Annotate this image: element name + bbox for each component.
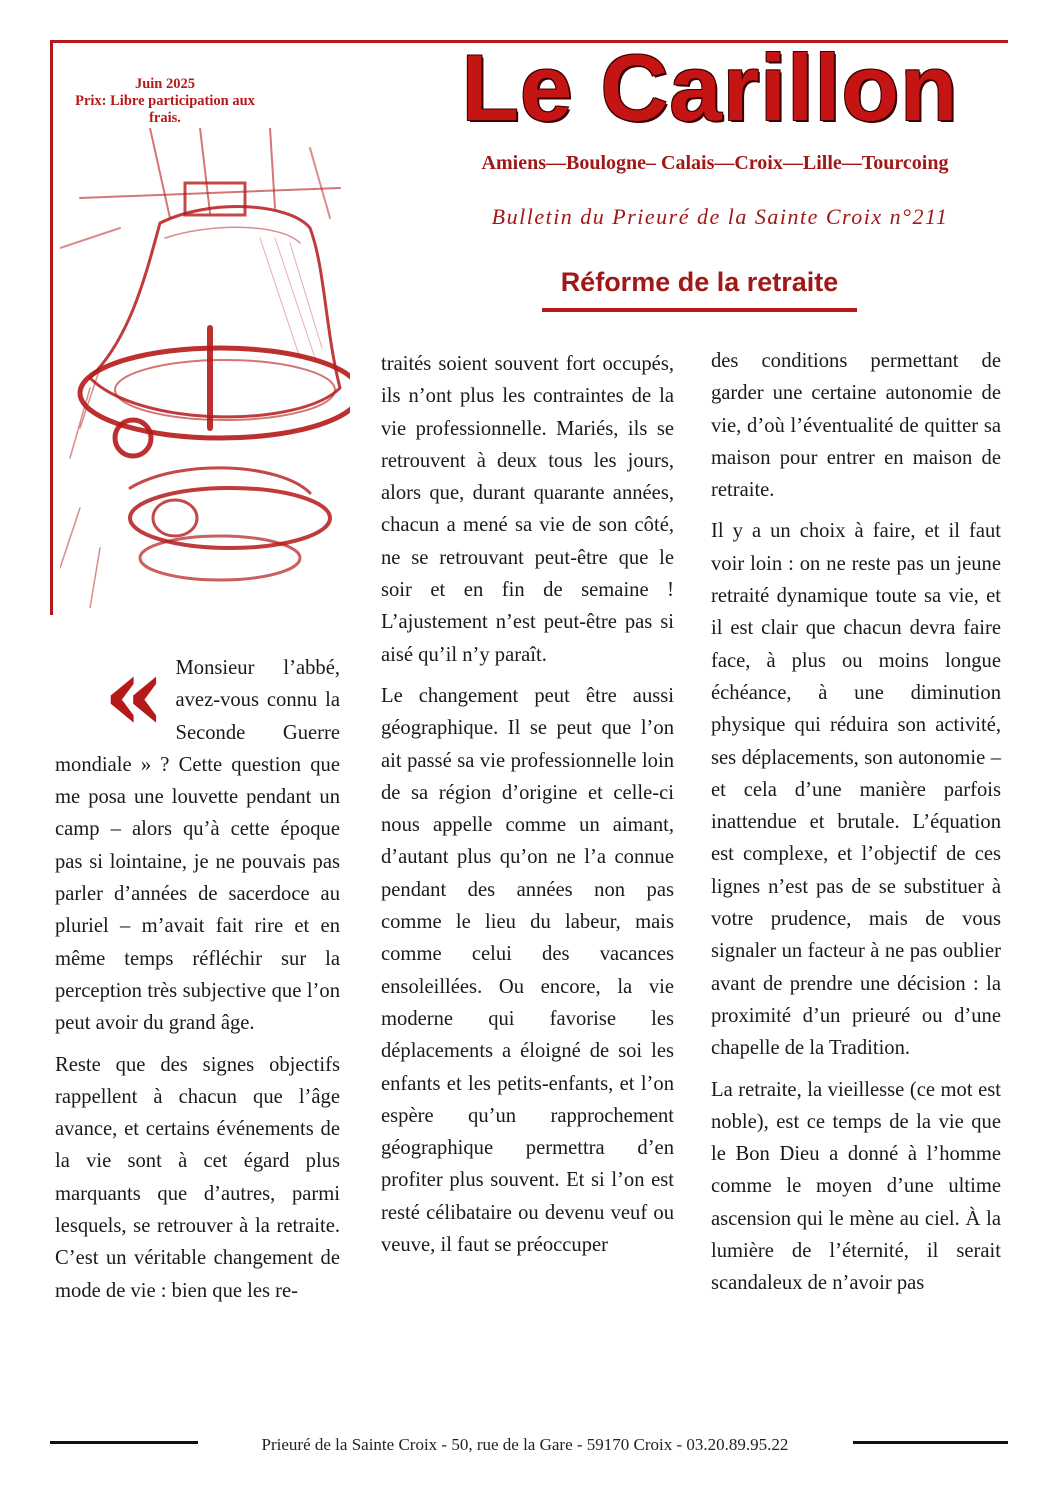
masthead-left-rule (50, 40, 53, 615)
footer-address: Prieuré de la Sainte Croix - 50, rue de la Gare - 59170 Croix - 03.20.89.95.22 (261, 1435, 789, 1454)
paragraph: La retraite, la vieillesse (ce mot est noble), est ce temps de la vie que le Bon Dieu a donné à l’homme comme le moyen d’une ultime ascension qui le mène au ciel. À la lumière de l’éternité, il serait scandaleux de n’avoir pas (711, 1078, 1001, 1295)
paragraph: Le changement peut être aussi géographique. Il se peut que l’on ait passé sa vie professionnelle loin de sa région d’origine et celle-ci nous appelle comme un aimant, d’autant plus qu’on ne l’a connue pendant des années non pas comme le lieu du labeur, mais comme celui des vacances ensoleillées. Ou encore, la vie moderne qui favorise les déplacements a éloigné de soi les enfants et les petits-enfants, et l’on espère qu’un rapprochement géographique permettra d’en profiter plus souvent. Et si l’on est resté célibataire ou devenu veuf ou veuve, il faut se préoccuper (381, 684, 674, 1257)
article-column-1 (55, 635, 340, 1316)
paragraph: Reste que des signes objectifs rappellent à chacun que l’âge avance, et certains événements de la vie sont à cet égard plus marquants que d’autres, parmi lesquels, se retrouver à la retraite. C’est un véritable changement de mode de vie : bien que les re- (55, 1053, 340, 1302)
headline-block (542, 256, 857, 312)
masthead-title: Le Carillon (461, 35, 959, 140)
footer-rule-left (50, 1441, 198, 1444)
paragraph: Il y a un choix à faire, et il faut voir loin : on ne reste pas un jeune retraité dynamique toute sa vie, et il est clair que chacun devra faire face, à plus ou moins longue échéance, à une diminution physique qui réduira son activité, ses déplacements, son autonomie – et cela d’une manière parfois inattendue et brutale. L’équation est complexe, et l’objectif de ces lignes n’est pas de se substituer à votre prudence, mais de vous signaler un facteur à ne pas oublier avant de prendre une décision : la proximité d’un prieuré ou d’une chapelle de la Tradition. (711, 520, 1001, 1060)
masthead-subtitle: Bulletin du Prieuré de la Sainte Croix n°211 (491, 204, 949, 229)
footer-rule-right (853, 1441, 1008, 1444)
paragraph: Monsieur l’abbé, avez-vous connu la Seconde Guerre mondiale » ? Cette question que me posa une louvette pendant un camp – alors qu’à cette époque pas si lointaine, je ne pouvais pas parler d’années de sacerdoce au pluriel – m’avait fait rire et en même temps réfléchir sur la perception très subjective que l’on peut avoir du grand âge. (55, 657, 340, 1035)
article-headline: Réforme de la retraite (560, 267, 839, 297)
issue-meta (60, 76, 270, 127)
issue-date: Juin 2025 (134, 76, 196, 92)
masthead-towns: Amiens—Boulogne– Calais—Croix—Lille—Tourcoing (481, 152, 949, 174)
headline-rule (542, 308, 857, 312)
article-column-3 (711, 345, 1001, 1309)
article-column-2 (381, 348, 674, 1270)
bell-illustration (60, 128, 350, 608)
paragraph: traités soient souvent fort occupés, ils n’ont plus les contraintes de la vie professionnelle. Mariés, ils se retrouvent à deux tous les jours, alors que, durant quarante années, chacun a mené sa vie de son côté, ne se retrouvant peut-être que le soir et en fin de semaine ! L’ajustement n’est peut-être pas si aisé qu’il n’y paraît. (381, 353, 674, 666)
issue-price: Prix: Libre participation aux frais. (75, 93, 255, 126)
paragraph: des conditions permettant de garder une certaine autonomie de vie, d’où l’éventualité de quitter sa maison pour entrer en maison de retraite. (711, 350, 1001, 502)
opening-quote-mark: « (103, 635, 166, 753)
